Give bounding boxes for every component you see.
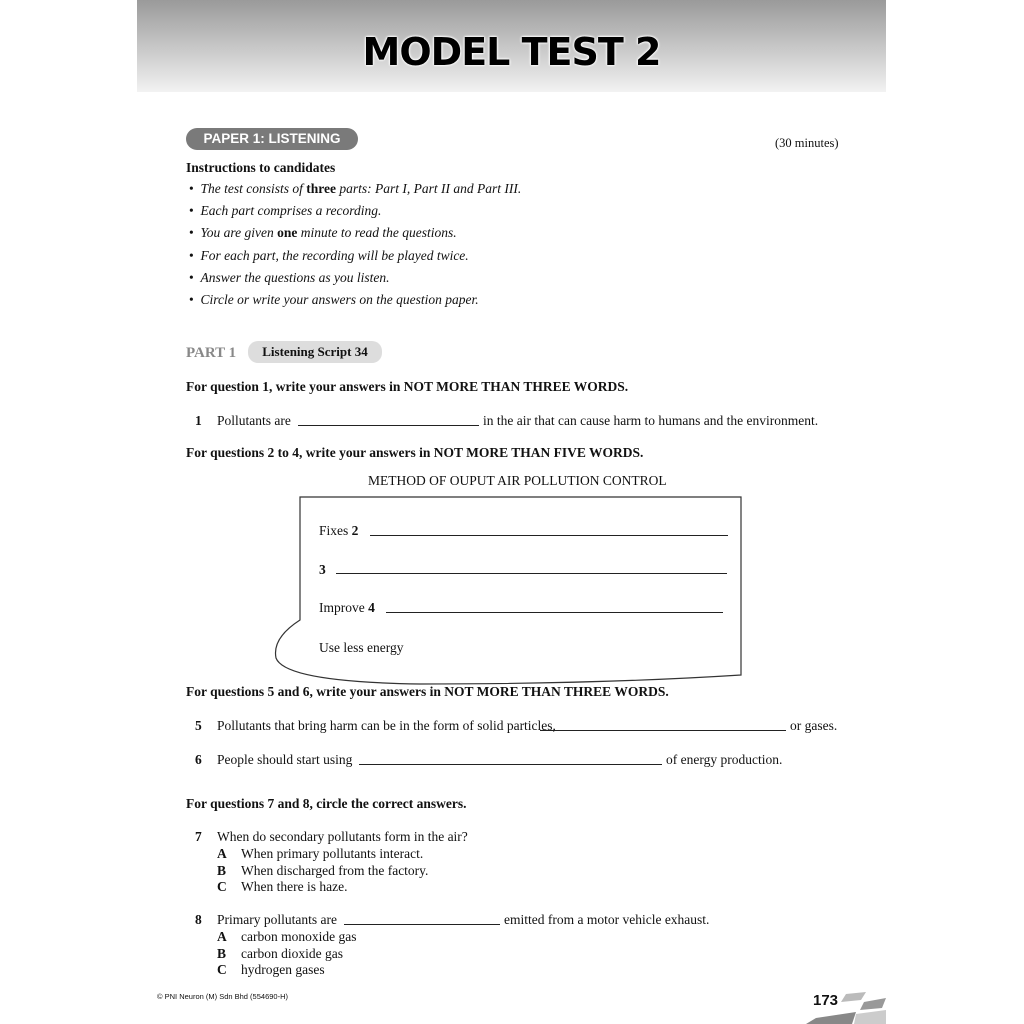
section-instruction: For question 1, write your answers in NOT MORE THAN THREE WORDS.: [186, 379, 629, 394]
option-letter[interactable]: C: [217, 962, 227, 977]
bullet-icon: •: [189, 292, 201, 307]
bullet-icon: •: [189, 270, 201, 285]
section-instruction: For questions 5 and 6, write your answers in NOT MORE THAN THREE WORDS.: [186, 684, 669, 699]
copyright: © PNI Neuron (M) Sdn Bhd (554690-H): [157, 992, 288, 1001]
option-text[interactable]: hydrogen gases: [241, 962, 325, 977]
answer-blank-6[interactable]: [359, 764, 662, 765]
question-number: 6: [195, 752, 202, 767]
question-number: 1: [195, 413, 202, 428]
text: Each part comprises a recording.: [200, 203, 382, 218]
part-label: PART 1: [186, 345, 237, 361]
answer-blank-2[interactable]: [370, 535, 728, 536]
section-instruction: For questions 2 to 4, write your answers in NOT MORE THAN FIVE WORDS.: [186, 445, 644, 460]
paper-badge: PAPER 1: LISTENING: [186, 128, 358, 150]
question-number: 7: [195, 829, 202, 844]
option-letter[interactable]: A: [217, 846, 227, 861]
text: Circle or write your answers on the question paper.: [200, 292, 479, 307]
page-title: MODEL TEST 2: [362, 30, 661, 74]
bullet-icon: •: [189, 203, 201, 218]
diagram-label: Improve: [319, 600, 365, 615]
question-text: Pollutants are: [217, 413, 291, 428]
bullet-icon: •: [189, 248, 201, 263]
option-text[interactable]: When there is haze.: [241, 879, 348, 894]
option-text[interactable]: When discharged from the factory.: [241, 863, 429, 878]
diagram-label: Fixes: [319, 523, 349, 538]
option-letter[interactable]: B: [217, 863, 227, 878]
text: minute to read the questions.: [297, 225, 457, 240]
question-text: of energy production.: [666, 752, 783, 767]
question-text: in the air that can cause harm to humans and the environment.: [483, 413, 819, 428]
question-text: Primary pollutants are: [217, 912, 337, 927]
option-letter[interactable]: C: [217, 879, 227, 894]
instructions-heading: Instructions to candidates: [186, 160, 336, 175]
question-number: 4: [368, 600, 375, 615]
question-number: 3: [319, 562, 326, 577]
question-number: 2: [351, 523, 359, 538]
bullet-icon: •: [189, 225, 201, 240]
diagram-title: METHOD OF OUPUT AIR POLLUTION CONTROL: [368, 473, 667, 488]
emphasis: three: [306, 181, 336, 196]
question-text: When do secondary pollutants form in the air?: [217, 829, 468, 844]
option-text[interactable]: carbon dioxide gas: [241, 946, 343, 961]
answer-blank-5[interactable]: [540, 730, 786, 731]
question-text: People should start using: [217, 752, 353, 767]
question-text: Pollutants that bring harm can be in the form of solid particles,: [217, 718, 556, 733]
answer-blank-3[interactable]: [336, 573, 727, 574]
option-letter[interactable]: A: [217, 929, 227, 944]
text: The test consists of: [200, 181, 307, 196]
diagram-label: Use less energy: [319, 640, 404, 655]
text: For each part, the recording will be played twice.: [200, 248, 469, 263]
question-number: 5: [195, 718, 202, 733]
question-text: emitted from a motor vehicle exhaust.: [504, 912, 710, 927]
option-letter[interactable]: B: [217, 946, 227, 961]
duration: (30 minutes): [775, 136, 839, 150]
listening-script-badge: Listening Script 34: [248, 341, 382, 363]
option-text[interactable]: carbon monoxide gas: [241, 929, 357, 944]
question-number: 8: [195, 912, 202, 927]
answer-blank-4[interactable]: [386, 612, 723, 613]
text: You are given: [200, 225, 278, 240]
question-text: or gases.: [790, 718, 838, 733]
emphasis: one: [277, 225, 298, 240]
text: Answer the questions as you listen.: [200, 270, 390, 285]
page-number: 173: [813, 992, 839, 1009]
option-text[interactable]: When primary pollutants interact.: [241, 846, 424, 861]
bullet-icon: •: [189, 181, 201, 196]
section-instruction: For questions 7 and 8, circle the correct answers.: [186, 796, 467, 811]
text: parts: Part I, Part II and Part III.: [336, 181, 522, 196]
answer-blank-8[interactable]: [344, 924, 500, 925]
